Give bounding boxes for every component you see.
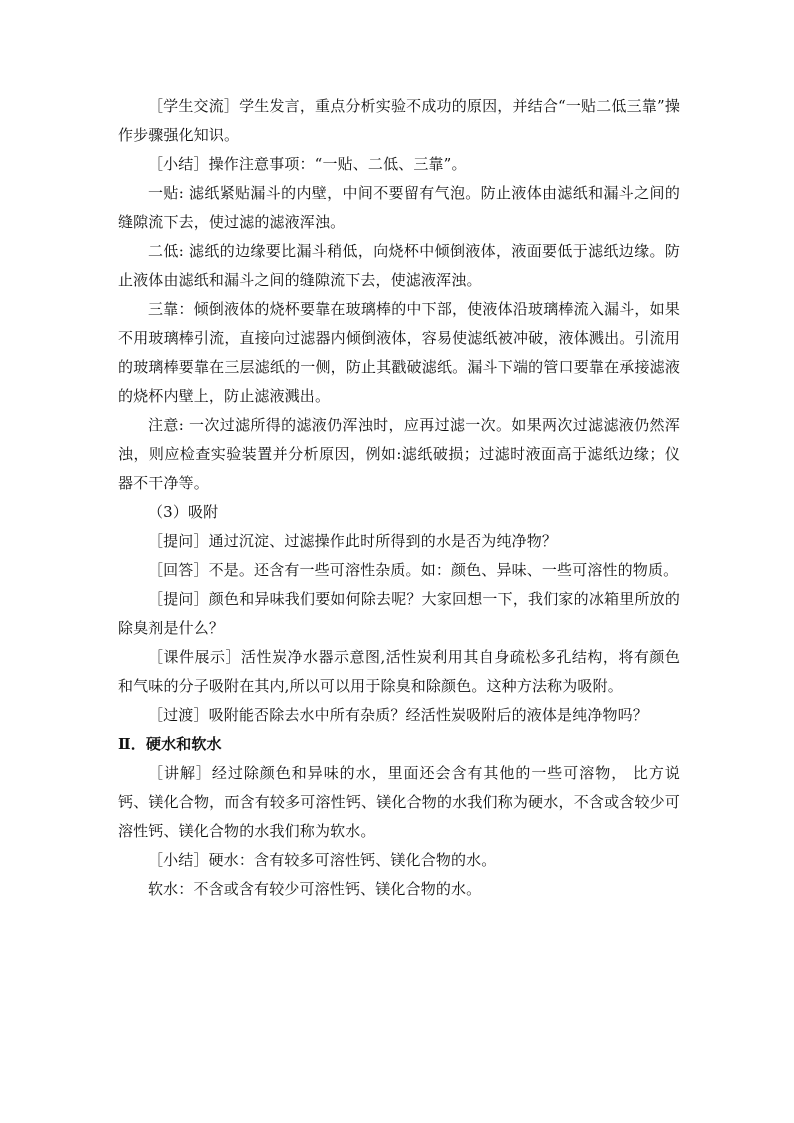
section-heading-hard-soft-water: Ⅱ．硬水和软水 [118,735,222,753]
paragraph-explanation: ［讲解］经过除颜色和异味的水，里面还会含有其他的一些可溶物， 比方说钙、镁化合物，而含有较多可溶性钙、镁化合物的水我们称为硬水，不含或含较少可溶性钙、镁化合物的水我们称为软水。 [118,764,680,840]
paragraph-one-stick: 一贴: 滤纸紧贴漏斗的内壁，中间不要留有气泡。防止液体由滤纸和漏斗之间的缝隙流下去，使过滤的滤液浑浊。 [118,184,680,231]
paragraph-two-low: 二低: 滤纸的边缘要比漏斗稍低，向烧杯中倾倒液体，液面要低于滤纸边缘。防止液体由滤纸和漏斗之间的缝隙流下去，使滤液浑浊。 [118,242,680,289]
paragraph-answer: ［回答］不是。还含有一些可溶性杂质。如：颜色、异味、一些可溶性的物质。 [148,561,679,579]
paragraph-summary-notes: ［小结］操作注意事项：“一贴、二低、三靠”。 [148,155,467,173]
paragraph-question-2: ［提问］颜色和异味我们要如何除去呢？大家回想一下，我们家的冰箱里所放的除臭剂是什么？ [118,590,680,637]
paragraph-note: 注意: 一次过滤所得的滤液仍浑浊时，应再过滤一次。如果两次过滤滤液仍然浑浊，则应检查实验装置并分析原因，例如:滤纸破损；过滤时液面高于滤纸边缘；仪器不干净等。 [118,416,680,492]
paragraph-adsorption-title: （3）吸附 [148,503,219,521]
document-page [118,92,680,904]
paragraph-courseware: ［课件展示］活性炭净水器示意图,活性炭利用其自身疏松多孔结构，将有颜色和气味的分子吸附在其内,所以可以用于除臭和除颜色。这种方法称为吸附。 [118,648,680,695]
paragraph-transition: ［过渡］吸附能否除去水中所有杂质？经活性炭吸附后的液体是纯净物吗？ [148,706,648,724]
paragraph-summary-hard-water: ［小结］硬水：含有较多可溶性钙、镁化合物的水。 [148,851,497,869]
paragraph-soft-water: 软水：不含或含有较少可溶性钙、镁化合物的水。 [148,880,482,898]
paragraph-three-lean: 三靠：倾倒液体的烧杯要靠在玻璃棒的中下部，使液体沿玻璃棒流入漏斗，如果不用玻璃棒引流，直接向过滤器内倾倒液体，容易使滤纸被冲破，液体溅出。引流用的玻璃棒要靠在三层滤纸的一侧，防止其戳破滤纸。漏斗下端的管口要靠在承接滤液的烧杯内壁上，防止滤液溅出。 [118,300,680,405]
paragraph-student-discussion: ［学生交流］学生发言，重点分析实验不成功的原因，并结合“一贴二低三靠”操作步骤强化知识。 [118,97,680,144]
paragraph-question-1: ［提问］通过沉淀、过滤操作此时所得到的水是否为纯净物？ [148,532,558,550]
